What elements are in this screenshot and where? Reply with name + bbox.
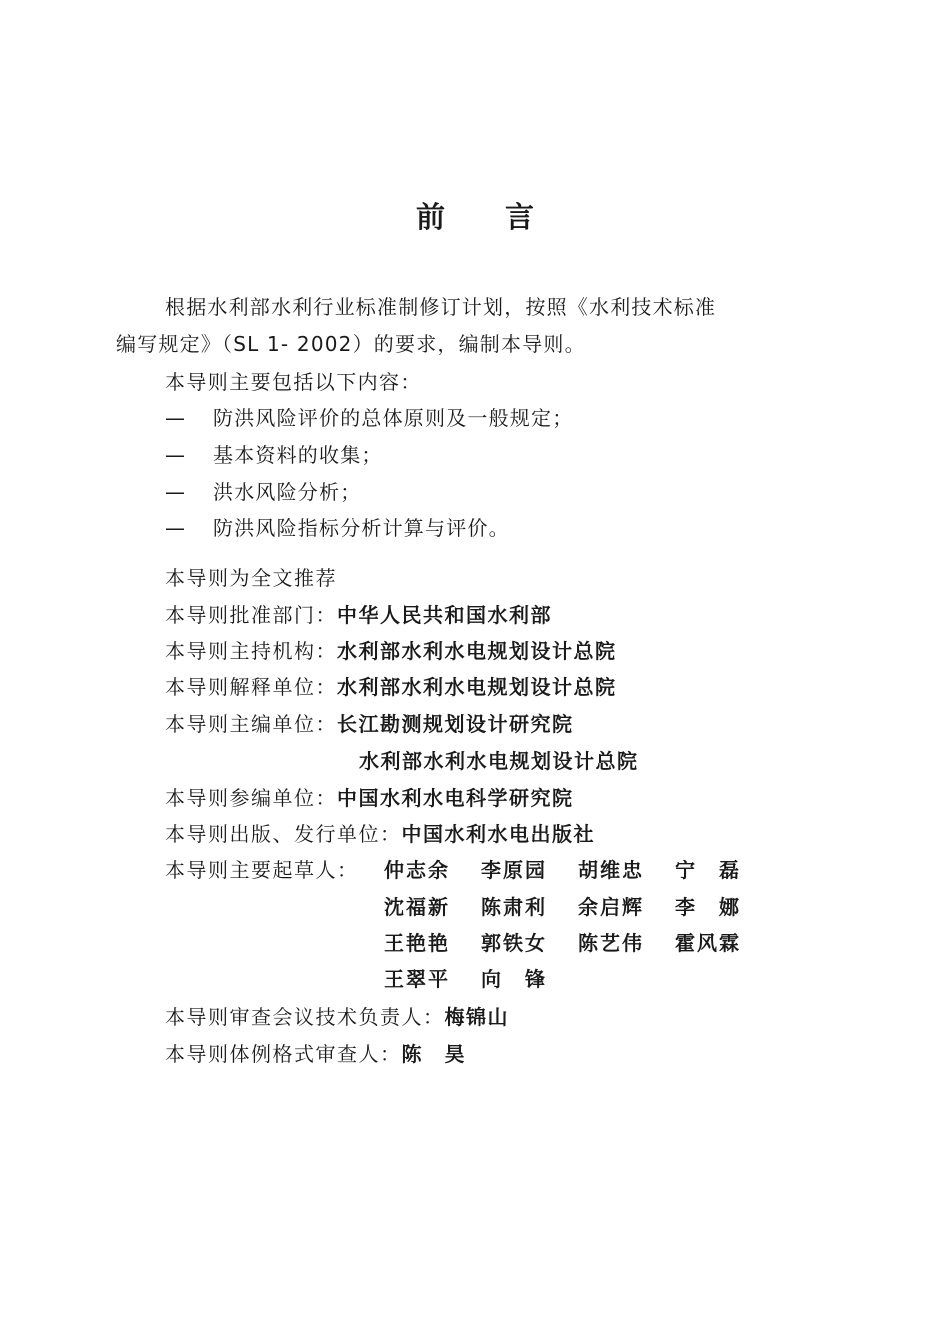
content-item-text: 防洪风险指标分析计算与评价。 — [213, 516, 510, 540]
content-item-text: 防洪风险评价的总体原则及一般规定； — [213, 406, 574, 430]
content-item-text: 基本资料的收集； — [213, 443, 383, 467]
participating-label: 本导则参编单位： — [165, 786, 337, 810]
interpretation-label: 本导则解释单位： — [165, 675, 337, 699]
drafter-name: 陈艺伟 — [578, 931, 644, 955]
chief-editor-unit-2: 水利部水利水电规划设计总院 — [359, 749, 639, 773]
drafter-name: 郭铁女 — [481, 931, 547, 955]
page-title: 前言 — [415, 200, 594, 234]
chief-label: 本导则主编单位： — [165, 712, 337, 736]
format-reviewer — [165, 1040, 466, 1068]
drafter-name: 仲志余 — [384, 858, 450, 882]
interpretation-value: 水利部水利水电规划设计总院 — [337, 675, 617, 699]
content-item-2 — [165, 441, 383, 469]
drafter-name: 沈福新 — [384, 895, 450, 919]
approval-department — [165, 601, 552, 629]
drafters-row-3 — [384, 929, 772, 957]
drafter-name: 向 锋 — [481, 967, 547, 991]
drafters-row-1 — [384, 856, 772, 884]
participating-value: 中国水利水电科学研究院 — [337, 786, 574, 810]
format-label: 本导则体例格式审查人： — [165, 1042, 402, 1066]
drafter-name: 王艳艳 — [384, 931, 450, 955]
host-organization — [165, 637, 617, 665]
intro-line-1: 根据水利部水利行业标准制修订计划，按照《水利技术标准 — [165, 295, 717, 319]
content-item-text: 洪水风险分析； — [213, 480, 362, 504]
drafters-row-2 — [384, 893, 772, 921]
drafter-name: 李原园 — [481, 858, 547, 882]
approval-value: 中华人民共和国水利部 — [337, 603, 552, 627]
drafter-name: 陈肃利 — [481, 895, 547, 919]
drafter-name: 胡维忠 — [578, 858, 644, 882]
publisher-value: 中国水利水电出版社 — [401, 822, 595, 846]
dash-marker: — — [165, 516, 187, 540]
format-value: 陈 昊 — [401, 1042, 466, 1066]
host-value: 水利部水利水电规划设计总院 — [337, 639, 617, 663]
review-label: 本导则审查会议技术负责人： — [165, 1005, 445, 1029]
drafter-name: 王翠平 — [384, 967, 450, 991]
intro-line-2: 编写规定》（SL 1- 2002）的要求，编制本导则。 — [116, 332, 586, 356]
summary-heading: 本导则主要包括以下内容： — [165, 370, 422, 394]
drafters-row-4 — [384, 965, 578, 993]
host-label: 本导则主持机构： — [165, 639, 337, 663]
dash-marker: — — [165, 480, 187, 504]
dash-marker: — — [165, 406, 187, 430]
content-item-4 — [165, 514, 510, 542]
chief-editor-unit — [165, 710, 574, 738]
drafter-name: 余启辉 — [578, 895, 644, 919]
chief-value-1: 长江勘测规划设计研究院 — [337, 712, 574, 736]
review-responsible — [165, 1003, 509, 1031]
content-item-1 — [165, 404, 573, 432]
publisher-label: 本导则出版、发行单位： — [165, 822, 402, 846]
interpretation-unit — [165, 673, 617, 701]
participating-unit — [165, 784, 574, 812]
drafter-name: 霍风霖 — [675, 931, 741, 955]
dash-marker: — — [165, 443, 187, 467]
content-item-3 — [165, 478, 361, 506]
drafter-name: 李 娜 — [675, 895, 741, 919]
recommendation-note: 本导则为全文推荐 — [165, 566, 337, 590]
approval-label: 本导则批准部门： — [165, 603, 337, 627]
review-value: 梅锦山 — [444, 1005, 509, 1029]
drafters-label: 本导则主要起草人： — [165, 858, 359, 882]
drafter-name: 宁 磊 — [675, 858, 741, 882]
publisher-unit — [165, 820, 595, 848]
